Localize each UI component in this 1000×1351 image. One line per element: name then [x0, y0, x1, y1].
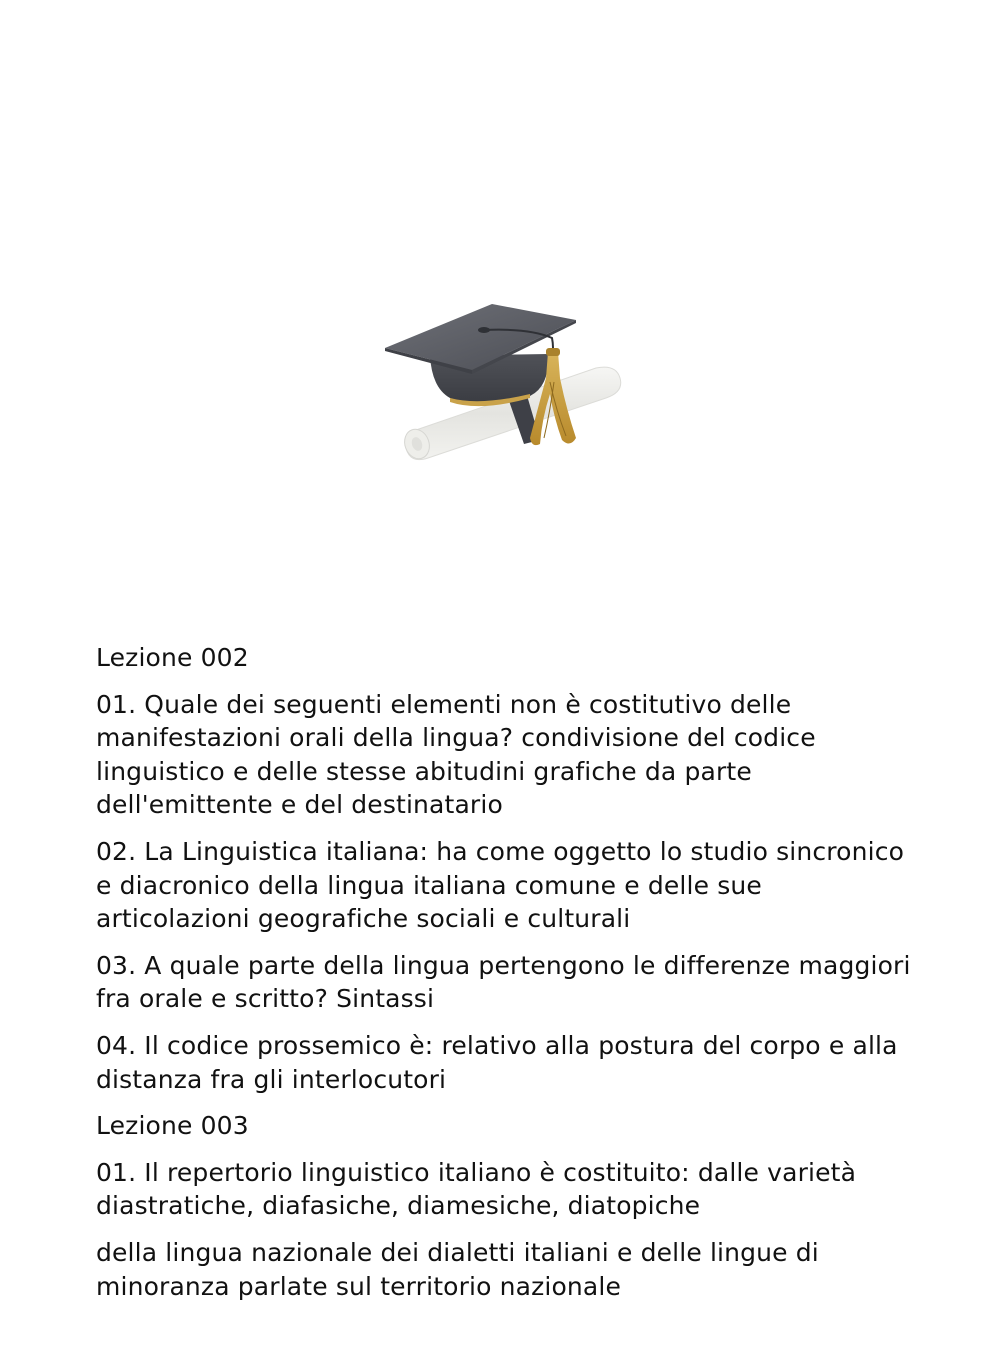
question-answer: 04. Il codice prossemico è: relativo alla postura del corpo e alla distanza fra gli interlocutori [96, 1030, 898, 1094]
question-answer: 01. Quale dei seguenti elementi non è costitutivo delle manifestazioni orali della lingua? condivisione del codice linguistico e delle stesse abitudini grafiche da parte dell'emittente e del destinatario [96, 689, 816, 820]
question-answer: 01. Il repertorio linguistico italiano è costituito: dalle varietà diastratiche, diafasiche, diamesiche, diatopiche [96, 1157, 857, 1221]
question-answer-continuation: della lingua nazionale dei dialetti italiani e delle lingue di minoranza parlate sul territorio nazionale [96, 1237, 819, 1301]
question-answer: 03. A quale parte della lingua pertengono le differenze maggiori fra orale e scritto? Sintassi [96, 950, 911, 1014]
question-answer: 02. La Linguistica italiana: ha come oggetto lo studio sincronico e diacronico della lingua italiana comune e delle sue articolazioni geografiche sociali e culturali [96, 836, 905, 934]
lesson-heading: Lezione 002 [96, 643, 249, 672]
document-body [96, 641, 916, 1316]
graduation-cap-diploma-icon [380, 298, 630, 468]
lesson-heading: Lezione 003 [96, 1111, 249, 1141]
